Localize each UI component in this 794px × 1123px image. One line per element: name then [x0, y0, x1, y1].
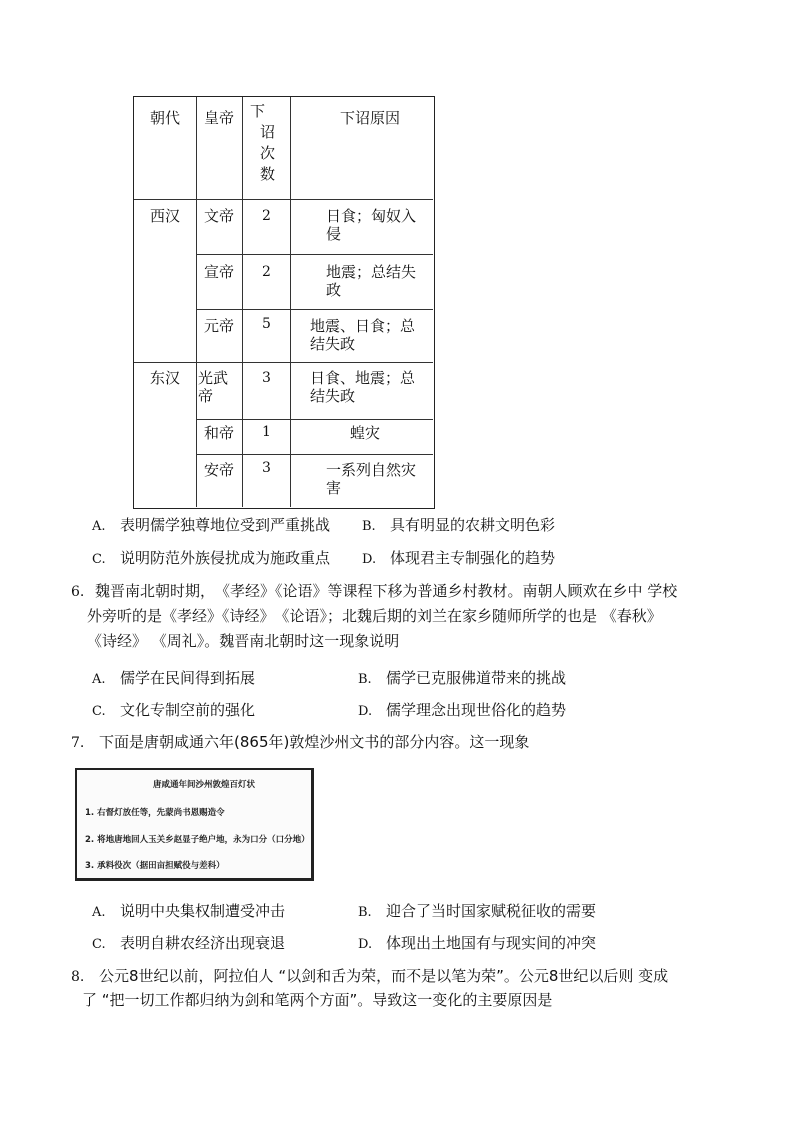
q7-option-b[interactable]: B. 迎合了当时国家赋税征收的需要 — [358, 902, 597, 920]
q8-stem-line2: 了 “把一切工作都归纳为剑和笔两个方面”。导致这一变化的主要原因是 — [82, 991, 553, 1009]
reason-andi-line2: 害 — [326, 479, 342, 497]
emperor-xuandi: 宣帝 — [204, 263, 235, 281]
dunhuang-document-image — [75, 768, 314, 881]
q5-option-c[interactable]: C. 说明防范外族侵扰成为施政重点 — [92, 549, 331, 567]
doc-image-line: 2. 将地唐地回人玉关乡赵显子绝户地，永为口分（口分地） — [85, 835, 310, 845]
dynasty-western-han: 西汉 — [150, 207, 181, 225]
reason-guangwudi-line2: 结失政 — [310, 387, 356, 405]
reason-wendi-line1: 日食；匈奴入 — [326, 207, 417, 225]
table-rule — [196, 254, 433, 255]
emperor-andi: 安帝 — [204, 461, 235, 479]
count-guangwudi: 3 — [262, 370, 271, 386]
header-edict-count: 下 诏 次 数 — [250, 102, 276, 183]
q7-option-a[interactable]: A. 说明中央集权制遭受冲击 — [92, 902, 286, 920]
q7-number: 7. — [71, 735, 85, 751]
q6-option-d[interactable]: D. 儒学理念出现世俗化的趋势 — [358, 701, 567, 719]
doc-image-line: 1. 右督灯放任等，先蒙尚书恩赐造令 — [85, 808, 225, 818]
header-reason: 下诏原因 — [340, 109, 401, 127]
reason-yuandi-line2: 结失政 — [310, 335, 356, 353]
imperial-edict-table — [133, 96, 435, 509]
q5-option-d[interactable]: D. 体现君主专制强化的趋势 — [362, 549, 556, 567]
table-rule — [134, 362, 433, 363]
reason-yuandi-line1: 地震、日食；总 — [310, 317, 416, 335]
count-andi: 3 — [262, 460, 271, 476]
count-wendi: 2 — [262, 208, 271, 224]
doc-image-title: 唐咸通年间沙州敦煌百灯状 — [153, 780, 256, 790]
q7-option-c[interactable]: C. 表明自耕农经济出现衰退 — [92, 934, 286, 952]
q6-option-a[interactable]: A. 儒学在民间得到拓展 — [92, 669, 256, 687]
q6-option-c[interactable]: C. 文化专制空前的强化 — [92, 701, 256, 719]
q6-stem-line2: 外旁听的是《孝经》《诗经》 《论语》；北魏后期的刘兰在家乡随师所学的也是 《春秋》 — [87, 607, 662, 625]
q6-option-b[interactable]: B. 儒学已克服佛道带来的挑战 — [358, 669, 567, 687]
emperor-guangwudi-line2: 帝 — [198, 387, 214, 405]
q6-stem-line1: 6. 魏晋南北朝时期， 《孝经》《论语》等课程下移为普通乡村教材。南朝人顾欢在乡中 学校 — [71, 582, 678, 600]
emperor-wendi: 文帝 — [204, 207, 235, 225]
count-xuandi: 2 — [262, 264, 271, 280]
q7-stem: 7. 下面是唐朝咸通六年(865年)敦煌沙州文书的部分内容。这一现象 — [71, 733, 530, 751]
reason-hedi: 蝗灾 — [350, 424, 381, 442]
table-rule — [196, 419, 433, 420]
q6-number: 6. — [71, 584, 85, 600]
table-rule — [134, 199, 433, 200]
header-emperor: 皇帝 — [204, 109, 235, 127]
doc-image-line: 3. 承料役次（据田亩担赋役与差科） — [85, 861, 225, 871]
emperor-yuandi: 元帝 — [204, 317, 235, 335]
q7-option-d[interactable]: D. 体现出土地国有与现实间的冲突 — [358, 934, 597, 952]
count-hedi: 1 — [262, 424, 271, 440]
reason-xuandi-line2: 政 — [326, 281, 342, 299]
q8-number: 8. — [71, 969, 85, 985]
header-dynasty: 朝代 — [150, 109, 181, 127]
reason-guangwudi-line1: 日食、地震；总 — [310, 369, 416, 387]
emperor-guangwudi-line1: 光武 — [198, 369, 229, 387]
reason-wendi-line2: 侵 — [326, 225, 342, 243]
q8-stem-line1: 8. 公元8世纪以前，阿拉伯人 “以剑和舌为荣，而不是以笔为荣”。公元8世纪以后则 变成 — [71, 967, 669, 985]
q5-option-a[interactable]: A. 表明儒学独尊地位受到严重挑战 — [92, 516, 331, 534]
count-yuandi: 5 — [262, 316, 271, 332]
table-rule — [196, 309, 433, 310]
q5-option-b[interactable]: B. 具有明显的农耕文明色彩 — [362, 516, 556, 534]
reason-xuandi-line1: 地震；总结失 — [326, 263, 417, 281]
q6-stem-line3: 《诗经》 《周礼》。魏晋南北朝时这一现象说明 — [87, 632, 400, 650]
table-rule — [196, 454, 433, 455]
reason-andi-line1: 一系列自然灾 — [326, 461, 417, 479]
table-rule — [196, 97, 197, 507]
dynasty-eastern-han: 东汉 — [150, 369, 181, 387]
emperor-hedi: 和帝 — [204, 424, 235, 442]
table-rule — [242, 97, 243, 507]
